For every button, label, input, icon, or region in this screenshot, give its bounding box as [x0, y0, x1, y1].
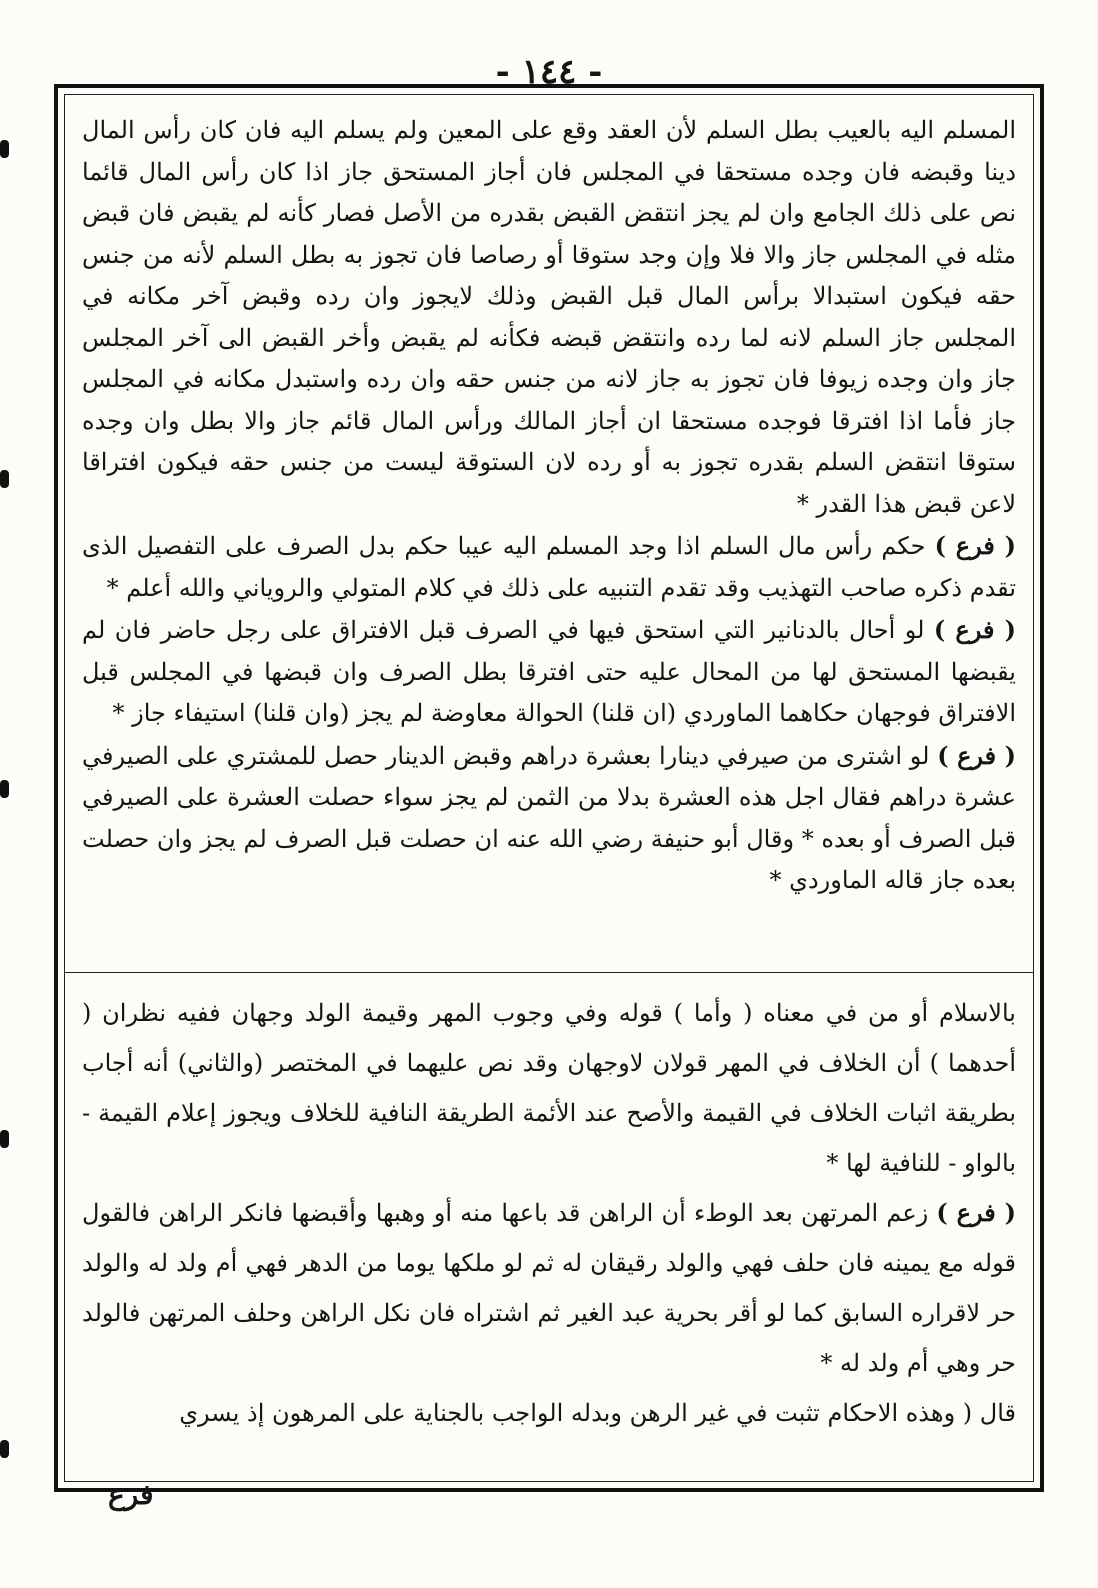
- paragraph-text: بالاسلام أو من في معناه ( وأما ) قوله وفي وجوب المهر وقيمة الولد وجهان ففيه نظران ( أحدهما ) أن الخلاف في المهر قولان لاوجهان وقد نص عليهما في المختصر (والثاني) أنه أجاب بطريقة اثبات الخلاف في القيمة والأصح عند الأئمة الطريقة النافية للخلاف ويجوز إعلام القيمة - بالواو - للنافية لها *: [82, 999, 1016, 1177]
- furu-label: ( فرع ): [933, 615, 1016, 644]
- main-paragraph: [82, 110, 1016, 525]
- notes-paragraph: [82, 1188, 1016, 1388]
- paragraph-text: حكم رأس مال السلم اذا وجد المسلم اليه عيبا حكم بدل الصرف على التفصيل الذى تقدم ذكره صاحب التهذيب وقد تقدم التنبيه على ذلك في كلام المتولي والروياني والله أعلم *: [82, 532, 1016, 602]
- main-paragraph: [82, 609, 1016, 735]
- main-text-block: [82, 110, 1016, 960]
- section-divider: [64, 972, 1034, 973]
- main-paragraph: [82, 525, 1016, 609]
- catchword: فرع: [108, 1478, 154, 1511]
- margin-mark: [0, 470, 9, 488]
- paragraph-text: لو أحال بالدنانير التي استحق فيها في الصرف قبل الافتراق على رجل حاضر فان لم يقبضها المستحق لها من المحال عليه حتى افترقا بطل الصرف وان قبضها في المجلس قبل الافتراق فوجهان حكاهما الماوردي (ان قلنا) الحوالة معاوضة لم يجز (وان قلنا) استيفاء جاز *: [82, 616, 1016, 727]
- notes-text-block: [82, 988, 1016, 1458]
- paragraph-text: لو اشترى من صيرفي دينارا بعشرة دراهم وقبض الدينار حصل للمشتري على الصيرفي عشرة دراهم فقال اجل هذه العشرة بدلا من الثمن لم يجز سواء حصلت العشرة على الصيرفي قبل الصرف أو بعده * وقال أبو حنيفة رضي الله عنه ان حصلت قبل الصرف لم يجز وان حصلت بعده جاز قاله الماوردي *: [82, 741, 1016, 894]
- margin-mark: [0, 1130, 9, 1148]
- furu-label: ( فرع ): [934, 531, 1016, 560]
- margin-mark: [0, 1440, 9, 1458]
- main-paragraph: [82, 735, 1016, 902]
- paragraph-text: قال ( وهذه الاحكام تثبت في غير الرهن وبدله الواجب بالجناية على المرهون إذ يسري: [179, 1399, 1016, 1427]
- furu-label: ( فرع ): [937, 740, 1016, 770]
- margin-mark: [0, 140, 9, 158]
- margin-mark: [0, 780, 9, 798]
- notes-paragraph: [82, 1388, 1016, 1438]
- paragraph-text: المسلم اليه بالعيب بطل السلم لأن العقد وقع على المعين ولم يسلم اليه فان كان رأس المال دينا وقبضه فان وجده مستحقا في المجلس فان أجاز المستحق جاز اذا كان رأس المال قائما نص على ذلك الجامع وان لم يجز انتقض القبض بقدره من الأصل فصار كأنه لم يقبض فان قبض مثله في المجلس جاز والا فلا وإن وجد ستوقا أو رصاصا فان تجوز به بطل السلم لأنه من جنس حقه فيكون استبدالا برأس المال قبل القبض وذلك لايجوز وان رده وقبض آخر مكانه في المجلس جاز السلم لانه لما رده وانتقض قبضه فكأنه لم يقبض وأخر القبض الى آخر المجلس جاز وان وجده زيوفا فان تجوز به جاز لانه من جنس حقه وان رده واستبدل مكانه في المجلس جاز فأما اذا افترقا فوجده مستحقا ان أجاز المالك ورأس المال قائم جاز والا بطل وان وجده ستوقا انتقض السلم بقدره تجوز به أو رده لان الستوقة ليست من جنس حقه فيكون افتراقا لاعن قبض هذا القدر *: [82, 116, 1016, 518]
- notes-paragraph: [82, 988, 1016, 1188]
- paragraph-text: زعم المرتهن بعد الوطء أن الراهن قد باعها منه أو وهبها وأقبضها فانكر الراهن فالقول قوله مع يمينه فان حلف فهي والولد رقيقان له ثم لو ملكها يوما من الدهر فهي أم ولد له والولد حر لاقراره السابق كما لو أقر بحرية عبد الغير ثم اشتراه فان نكل الراهن وحلف المرتهن فالولد حر وهي أم ولد له *: [82, 1199, 1016, 1377]
- furu-label: ( فرع ): [936, 1198, 1016, 1227]
- page-number: - ١٤٤ -: [495, 52, 603, 92]
